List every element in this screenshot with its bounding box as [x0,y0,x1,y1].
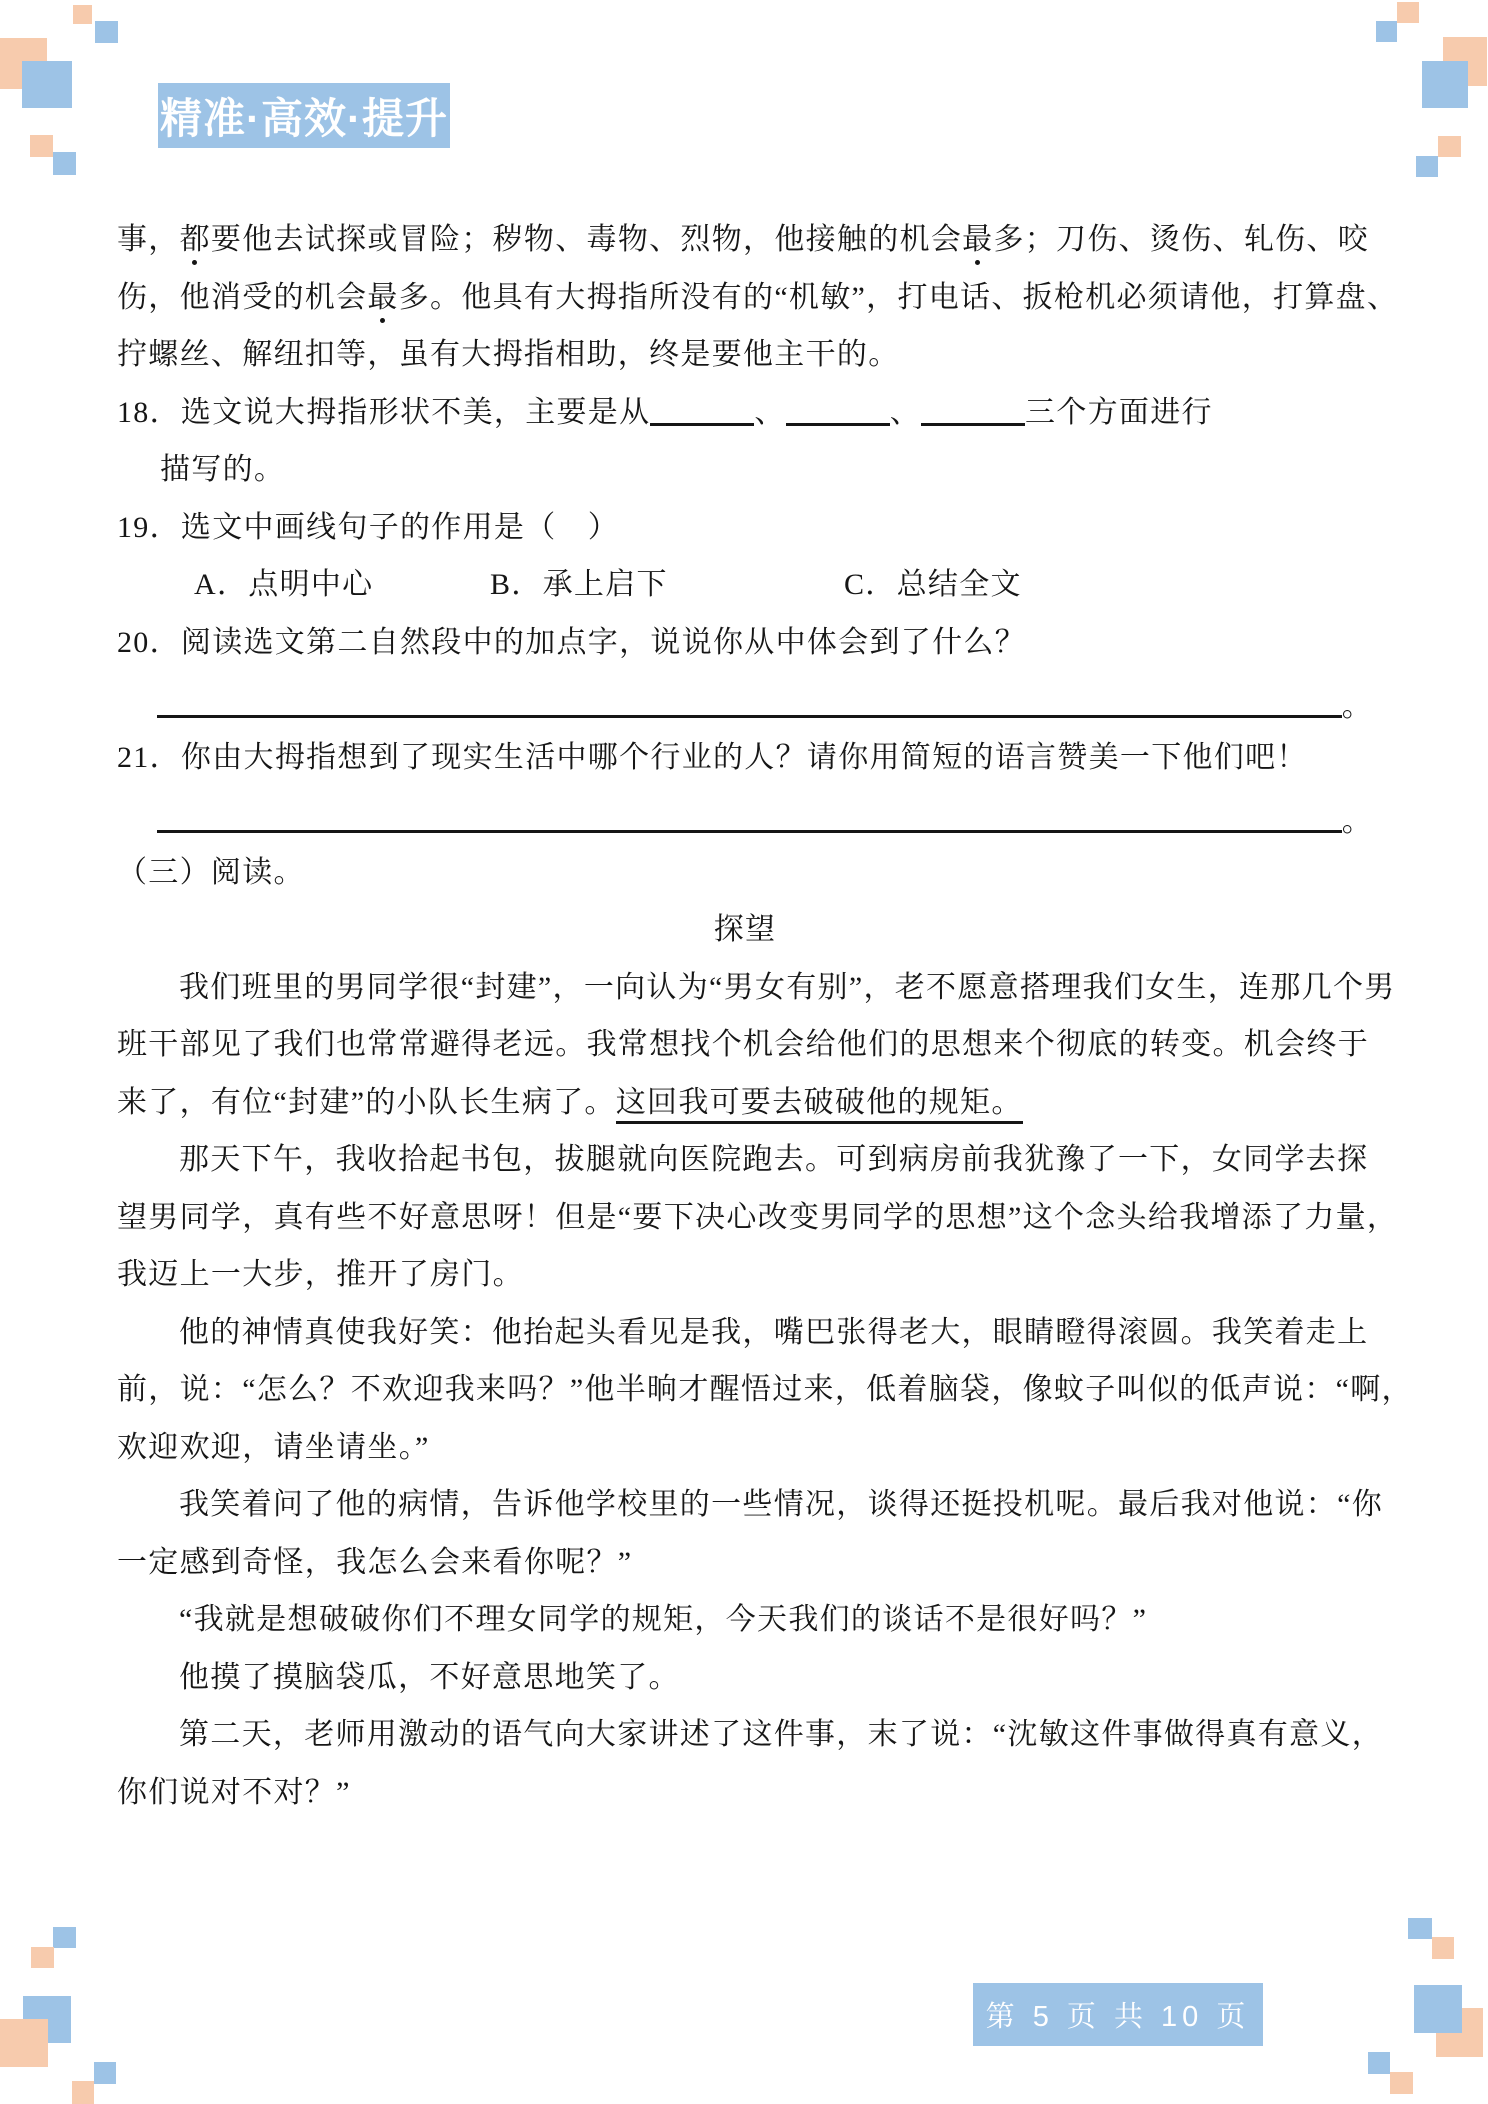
text-line [117,844,1373,902]
deco-square [53,1927,76,1948]
text-line [117,1476,1384,1534]
text-line [117,614,1373,672]
text-run: 他的神情真使我好笑：他抬起头看见是我，嘴巴张得老大，眼睛瞪得滚圆。我笑着走上 [179,1315,1369,1349]
text-run: 一定感到奇怪，我怎么会来看你呢？” [117,1545,633,1579]
deco-square [1376,21,1397,42]
text-run: 21．你由大拇指想到了现实生活中哪个行业的人？请你用简短的语言赞美一下他们吧！ [117,740,1308,774]
text-line [117,901,1373,959]
text-line [117,326,1373,384]
text-run: 我笑着问了他的病情，告诉他学校里的一些情况，谈得还挺投机呢。最后我对他说：“你 [179,1488,1384,1521]
text-line [117,1246,1373,1304]
text-run: 伤，他消受的机会 [117,280,368,314]
emphasized-char: 最 [962,223,994,256]
text-line [117,1534,1373,1592]
document-body [117,211,1413,1821]
deco-square [1408,1918,1432,1939]
text-run: 20．阅读选文第二自然段中的加点字，说说你从中体会到了什么？ [117,625,1026,659]
deco-square [1416,156,1438,177]
deco-square [73,5,92,24]
choice-option: A．点明中心 [194,568,374,601]
answer-rule [157,715,1342,718]
emphasized-char: 最 [367,280,399,314]
text-run: （三）阅读。 [117,855,305,889]
text-line [117,499,1373,557]
deco-square [0,2019,48,2067]
text-line [117,1189,1399,1247]
text-line [117,959,1396,1017]
text-line [117,1304,1373,1362]
underlined-sentence: 这回我可要去破破他的规矩。 [616,1086,1023,1124]
deco-square [31,1947,54,1968]
emphasized-char: 都 [179,223,211,256]
text-run: 18．选文说大拇指形状不美，主要是从 [117,395,651,429]
text-line [117,211,1373,269]
fill-in-blank [786,423,890,426]
fill-in-blank [921,423,1025,426]
text-run: 望男同学，真有些不好意思呀！但是“要下决心改变男同学的思想”这个念头给我增添了力量， [117,1200,1399,1234]
text-line [117,1016,1373,1074]
text-run: 描写的。 [160,453,286,486]
text-run: 、 [889,395,922,429]
deco-square [53,152,76,175]
text-line [117,1074,1373,1132]
text-run: 三个方面进行 [1025,395,1213,429]
text-line [117,269,1399,327]
text-run: 多。他具有大拇指所没有的“机敏”，打电话、扳枪机必须请他，打算盘、 [398,280,1399,314]
text-run: “我就是想破破你们不理女同学的规矩，今天我们的谈话不是很好吗？” [179,1603,1148,1636]
fill-in-blank [650,423,754,426]
text-run: 事， [117,223,180,256]
text-run: 他摸了摸脑袋瓜，不好意思地笑了。 [179,1660,680,1694]
text-run: 第二天，老师用激动的语气向大家讲述了这件事，末了说：“沈敏这件事做得真有意义， [179,1718,1384,1751]
deco-square [22,61,72,108]
text-run: 前，说：“怎么？不欢迎我来吗？”他半晌才醒悟过来，低着脑袋，像蚊子叫似的低声说：“啊， [117,1373,1413,1406]
answer-line [117,786,1373,844]
header-badge: 精准·高效·提升 [158,83,450,148]
text-line [117,1419,1373,1477]
text-run: 探望 [713,913,777,946]
text-run: 班干部见了我们也常常避得老远。我常想找个机会给他们的思想来个彻底的转变。机会终于 [117,1028,1369,1061]
answer-rule [157,830,1342,833]
deco-square [1422,61,1468,108]
text-run: 拧螺丝、解纽扣等，虽有大拇指相助，终是要他主干的。 [117,338,900,371]
deco-square [30,135,53,157]
text-run: 要他去试探或冒险；秽物、毒物、烈物，他接触的机会 [210,223,963,256]
text-run: 19．选文中画线句子的作用是（ ） [117,510,620,544]
text-line [117,1591,1373,1649]
choice-option: C．总结全文 [844,568,1022,601]
deco-square [72,2081,94,2104]
text-run: 你们说对不对？” [117,1775,351,1809]
text-line [117,1649,1373,1707]
deco-square [1390,2072,1413,2094]
deco-square [1432,1937,1454,1959]
text-run: 多；刀伤、烫伤、轧伤、咬 [993,223,1370,256]
deco-square [1368,2052,1390,2074]
text-run: 来了，有位“封建”的小队长生病了。 [117,1085,616,1119]
deco-square [1397,2,1419,23]
text-line [117,384,1373,442]
text-run: 、 [754,395,786,429]
text-run: 我们班里的男同学很“封建”，一向认为“男女有别”，老不愿意搭理我们女生，连那几个男 [179,970,1396,1004]
deco-square [94,2062,116,2084]
footer-page-badge: 第 5 页 共 10 页 [973,1983,1263,2046]
text-run: 欢迎欢迎，请坐请坐。” [117,1430,430,1464]
text-line [117,1361,1413,1419]
deco-square [1438,136,1461,157]
text-line [117,1131,1373,1189]
answer-period: 。 [1341,804,1373,838]
text-run: 那天下午，我收拾起书包，拔腿就向医院跑去。可到病房前我犹豫了一下，女同学去探 [179,1143,1369,1176]
deco-square [95,21,118,43]
answer-line [117,671,1373,729]
choice-option: B．承上启下 [490,568,668,601]
text-line [117,1764,1373,1822]
deco-square [1414,1985,1462,2033]
choice-options-row [117,556,1373,614]
text-line [117,1706,1384,1764]
text-line [117,729,1373,787]
text-run: 我迈上一大步，推开了房门。 [117,1258,524,1291]
answer-period: 。 [1341,689,1373,723]
text-line [117,441,1373,499]
